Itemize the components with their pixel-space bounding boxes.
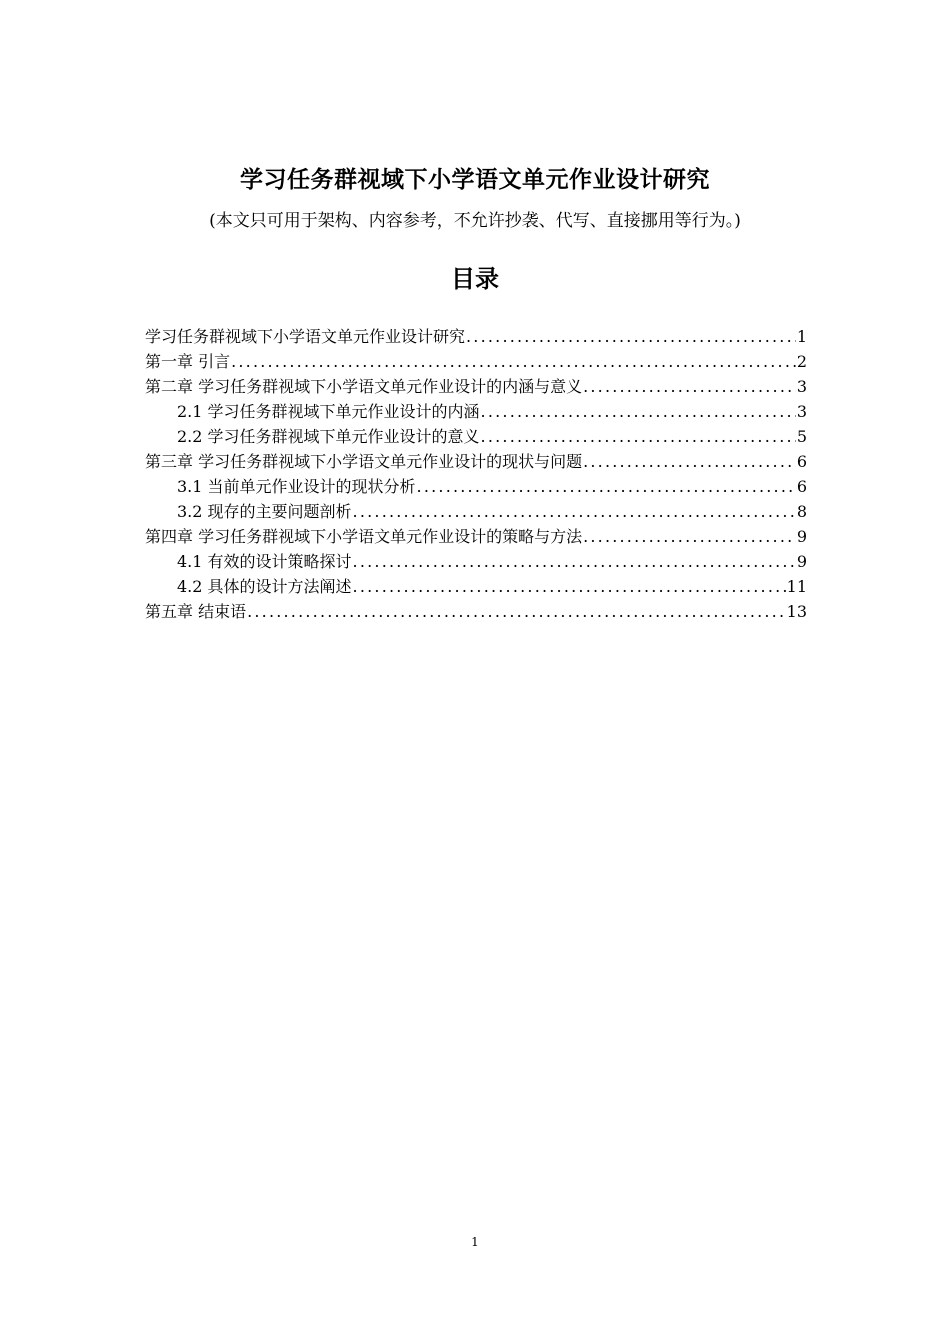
toc-entry-title[interactable] xyxy=(145,324,807,349)
toc-dot-leader xyxy=(583,524,796,549)
toc-entry-page: 6 xyxy=(796,477,807,496)
toc-entry-section-2-1[interactable] xyxy=(145,399,807,424)
toc-dot-leader xyxy=(583,374,796,399)
toc-entry-section-3-1[interactable] xyxy=(145,474,807,499)
toc-entry-text: 2.2 学习任务群视域下单元作业设计的意义 xyxy=(177,427,480,446)
toc-dot-leader xyxy=(481,424,796,449)
toc-dot-leader xyxy=(481,399,796,424)
toc-entry-page: 3 xyxy=(796,402,807,421)
toc-entry-text: 3.2 现存的主要问题剖析 xyxy=(177,502,352,521)
table-of-contents xyxy=(145,324,807,624)
toc-entry-page: 1 xyxy=(796,327,807,346)
toc-entry-page: 2 xyxy=(796,352,807,371)
page-number: 1 xyxy=(471,1235,479,1249)
toc-entry-section-2-2[interactable] xyxy=(145,424,807,449)
toc-entry-page: 8 xyxy=(796,502,807,521)
toc-entry-chapter-4[interactable] xyxy=(145,524,807,549)
toc-dot-leader xyxy=(466,324,796,349)
toc-entry-chapter-1[interactable] xyxy=(145,349,807,374)
toc-entry-chapter-5[interactable] xyxy=(145,599,807,624)
toc-entry-text: 2.1 学习任务群视域下单元作业设计的内涵 xyxy=(177,402,480,421)
toc-dot-leader xyxy=(583,449,796,474)
toc-entry-text: 第四章 学习任务群视域下小学语文单元作业设计的策略与方法 xyxy=(145,527,583,546)
toc-entry-text: 学习任务群视域下小学语文单元作业设计研究 xyxy=(145,327,466,346)
toc-dot-leader xyxy=(247,599,786,624)
toc-entry-chapter-3[interactable] xyxy=(145,449,807,474)
toc-entry-section-4-2[interactable] xyxy=(145,574,807,599)
toc-dot-leader xyxy=(353,574,786,599)
toc-entry-section-3-2[interactable] xyxy=(145,499,807,524)
toc-entry-text: 3.1 当前单元作业设计的现状分析 xyxy=(177,477,416,496)
toc-entry-page: 13 xyxy=(786,602,807,621)
document-title: 学习任务群视域下小学语文单元作业设计研究 xyxy=(240,167,710,193)
toc-entry-page: 6 xyxy=(796,452,807,471)
toc-entry-text: 第五章 结束语 xyxy=(145,602,247,621)
toc-dot-leader xyxy=(231,349,796,374)
toc-entry-text: 4.1 有效的设计策略探讨 xyxy=(177,552,352,571)
toc-heading: 目录 xyxy=(451,265,499,293)
toc-dot-leader xyxy=(417,474,796,499)
toc-entry-page: 9 xyxy=(796,527,807,546)
toc-dot-leader xyxy=(353,549,796,574)
toc-entry-page: 11 xyxy=(786,577,807,596)
toc-entry-section-4-1[interactable] xyxy=(145,549,807,574)
toc-entry-page: 9 xyxy=(796,552,807,571)
toc-dot-leader xyxy=(353,499,796,524)
toc-entry-text: 第三章 学习任务群视域下小学语文单元作业设计的现状与问题 xyxy=(145,452,583,471)
toc-entry-chapter-2[interactable] xyxy=(145,374,807,399)
toc-entry-text: 第一章 引言 xyxy=(145,352,231,371)
toc-entry-text: 4.2 具体的设计方法阐述 xyxy=(177,577,352,596)
toc-entry-text: 第二章 学习任务群视域下小学语文单元作业设计的内涵与意义 xyxy=(145,377,583,396)
toc-entry-page: 5 xyxy=(796,427,807,446)
toc-entry-page: 3 xyxy=(796,377,807,396)
usage-note: (本文只可用于架构、内容参考，不允许抄袭、代写、直接挪用等行为。) xyxy=(209,211,741,231)
